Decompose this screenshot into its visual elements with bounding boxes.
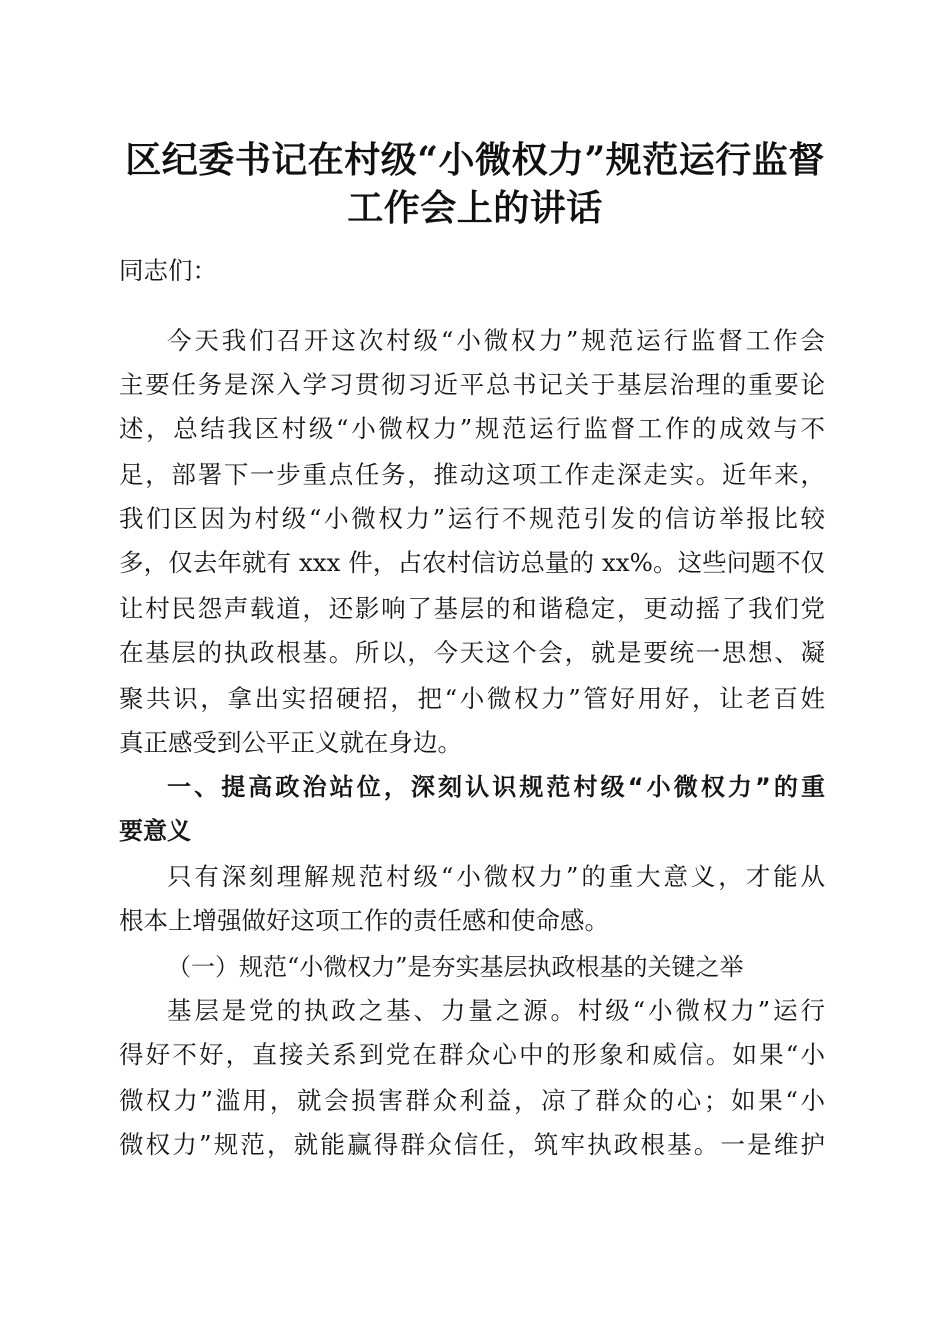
paragraph-line: 聚共识，拿出实招硬招，把“小微权力”管好用好，让老百姓	[119, 684, 825, 713]
paragraph-line: 让村民怨声载道，还影响了基层的和谐稳定，更动摇了我们党	[119, 594, 825, 623]
paragraph-line: 得好不好，直接关系到党在群众心中的形象和威信。如果“小	[119, 1040, 825, 1069]
paragraph-line: 足，部署下一步重点任务，推动这项工作走深走实。近年来，	[119, 460, 825, 489]
paragraph-line: 微权力”滥用，就会损害群众利益，凉了群众的心；如果“小	[119, 1086, 825, 1115]
section-heading: 一、提高政治站位，深刻认识规范村级“小微权力”的重	[167, 773, 825, 801]
paragraph-line: 真正感受到公平正义就在身边。	[119, 728, 462, 757]
paragraph-line: 我们区因为村级“小微权力”运行不规范引发的信访举报比较	[119, 504, 825, 533]
document-title-line-2: 工作会上的讲话	[347, 187, 603, 229]
paragraph-line: 根本上增强做好这项工作的责任感和使命感。	[119, 906, 609, 935]
paragraph-line: 只有深刻理解规范村级“小微权力”的重大意义，才能从	[167, 862, 825, 891]
paragraph-line: 多，仅去年就有 xxx 件，占农村信访总量的 xx%。这些问题不仅	[119, 548, 825, 577]
paragraph-line: 主要任务是深入学习贯彻习近平总书记关于基层治理的重要论	[119, 370, 825, 399]
salutation: 同志们：	[119, 256, 217, 285]
paragraph-line: 微权力”规范，就能赢得群众信任，筑牢执政根基。一是维护	[119, 1130, 825, 1159]
paragraph-line: 在基层的执政根基。所以，今天这个会，就是要统一思想、凝	[119, 638, 825, 667]
subsection-heading: （一）规范“小微权力”是夯实基层执政根基的关键之举	[167, 953, 744, 981]
paragraph-line: 今天我们召开这次村级“小微权力”规范运行监督工作会	[167, 326, 825, 355]
paragraph-line: 基层是党的执政之基、力量之源。村级“小微权力”运行	[167, 996, 825, 1025]
section-heading: 要意义	[119, 817, 191, 845]
document-title-line-1: 区纪委书记在村级“小微权力”规范运行监督	[125, 139, 825, 181]
paragraph-line: 述，总结我区村级“小微权力”规范运行监督工作的成效与不	[119, 414, 825, 443]
